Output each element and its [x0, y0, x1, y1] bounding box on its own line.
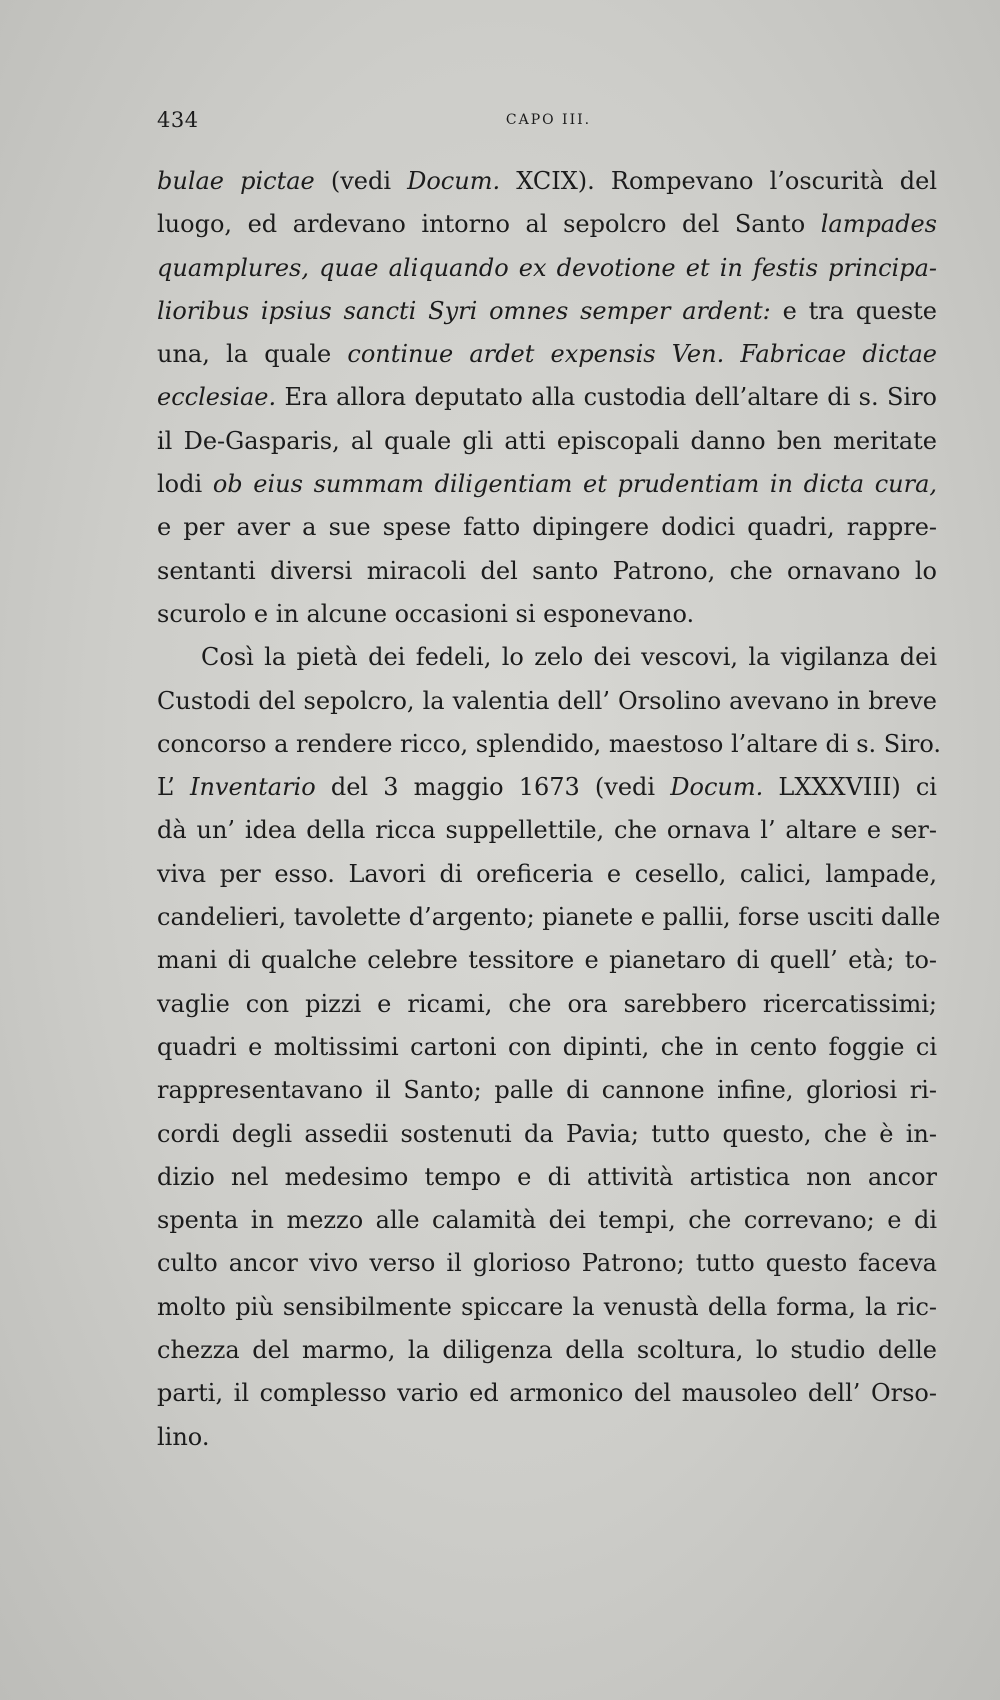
page-header — [157, 108, 940, 138]
text-line: chezza del marmo, la diligenza della scoltura, lo studio delle — [157, 1336, 937, 1365]
text-line: viva per esso. Lavori di oreficeria e cesello, calici, lampade, — [157, 859, 937, 888]
text-line: bulae pictae (vedi Docum. XCIX). Rompevano l’oscurità del — [157, 167, 937, 195]
text-line: parti, il complesso vario ed armonico del mausoleo dell’ Orso- — [157, 1379, 937, 1408]
text-line: scurolo e in alcune occasioni si esponevano. — [157, 599, 695, 628]
text-line: quamplures, quae aliquando ex devotione et in festis principa- — [157, 253, 937, 282]
text-line: una, la quale continue ardet expensis Ven. Fabricae dictae — [157, 340, 937, 369]
text-line: luogo, ed ardevano intorno al sepolcro del Santo lampades — [157, 210, 937, 239]
text-line: mani di qualche celebre tessitore e pianetaro di quell’ età; to- — [157, 946, 937, 975]
text-line: candelieri, tavolette d’argento; pianete e pallii, forse usciti dalle — [157, 903, 941, 932]
text-line: rappresentavano il Santo; palle di cannone infine, gloriosi ri- — [157, 1076, 937, 1105]
text-line: L’ Inventario del 3 maggio 1673 (vedi Docum. LXXXVIII) ci — [157, 773, 937, 802]
text-line: Custodi del sepolcro, la valentia dell’ Orsolino avevano in breve — [157, 686, 937, 715]
text-line: spenta in mezzo alle calamità dei tempi, che correvano; e di — [157, 1206, 937, 1235]
page-number: 434 — [157, 108, 199, 132]
text-line: vaglie con pizzi e ricami, che ora sarebbero ricercatissimi; — [157, 989, 937, 1018]
text-line: cordi degli assedii sostenuti da Pavia; tutto questo, che è in- — [157, 1119, 937, 1148]
text-line: lino. — [157, 1422, 210, 1451]
text-line: culto ancor vivo verso il glorioso Patrono; tutto questo faceva — [157, 1249, 937, 1278]
text-line: concorso a rendere ricco, splendido, maestoso l’altare di s. Siro. — [157, 729, 942, 758]
text-line: molto più sensibilmente spiccare la venustà della forma, la ric- — [157, 1292, 937, 1321]
text-line: e per aver a sue spese fatto dipingere dodici quadri, rappre- — [157, 513, 937, 542]
text-line: lodi ob eius summam diligentiam et prudentiam in dicta cura, — [157, 470, 938, 499]
text-line: quadri e moltissimi cartoni con dipinti, che in cento foggie ci — [157, 1032, 937, 1061]
running-head: CAPO III. — [505, 112, 592, 128]
text-line: ecclesiae. Era allora deputato alla custodia dell’altare di s. Siro — [157, 383, 937, 412]
paragraph-first-line: Così la pietà dei fedeli, lo zelo dei vescovi, la vigilanza dei — [201, 643, 937, 672]
text-line: il De-Gasparis, al quale gli atti episcopali danno ben meritate — [157, 426, 937, 455]
text-line: dizio nel medesimo tempo e di attività artistica non ancor — [157, 1162, 937, 1191]
text-line: dà un’ idea della ricca suppellettile, che ornava l’ altare e ser- — [157, 816, 937, 845]
text-line: lioribus ipsius sancti Syri omnes semper ardent: e tra queste — [157, 296, 938, 325]
text-line: sentanti diversi miracoli del santo Patrono, che ornavano lo — [157, 556, 937, 585]
body-text — [157, 160, 942, 1459]
